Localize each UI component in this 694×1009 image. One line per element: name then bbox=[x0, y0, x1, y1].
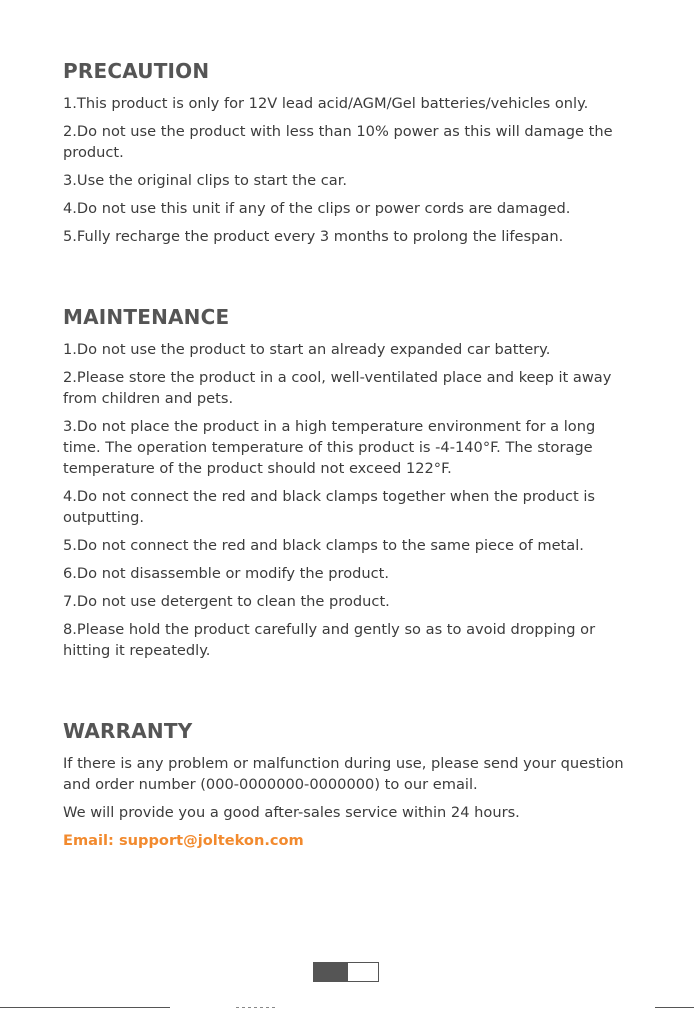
precaution-section bbox=[63, 59, 635, 254]
warranty-paragraph: We will provide you a good after-sales service within 24 hours. bbox=[63, 804, 520, 821]
maintenance-item: 7.Do not use detergent to clean the product. bbox=[63, 593, 390, 610]
bottom-rule-left bbox=[0, 1007, 170, 1008]
maintenance-item: 5.Do not connect the red and black clamps to the same piece of metal. bbox=[63, 537, 584, 554]
page-indicator-filled bbox=[314, 963, 348, 981]
precaution-heading: PRECAUTION bbox=[63, 59, 210, 83]
precaution-item: 4.Do not use this unit if any of the clips or power cords are damaged. bbox=[63, 200, 571, 217]
page-indicator bbox=[313, 962, 379, 982]
maintenance-item: 8.Please hold the product carefully and gently so as to avoid dropping or hitting it repeatedly. bbox=[63, 621, 596, 659]
maintenance-item: 3.Do not place the product in a high temperature environment for a long time. The operation temperature of this product is -4-140°F. The storage temperature of the product should not exceed 122°F. bbox=[63, 418, 596, 477]
maintenance-item: 6.Do not disassemble or modify the product. bbox=[63, 565, 390, 582]
bottom-rule-marks bbox=[236, 1007, 276, 1008]
precaution-list bbox=[63, 93, 635, 247]
page-indicator-empty bbox=[348, 963, 378, 981]
maintenance-list bbox=[63, 339, 635, 661]
precaution-item: 1.This product is only for 12V lead acid/AGM/Gel batteries/vehicles only. bbox=[63, 95, 589, 112]
warranty-paragraph: If there is any problem or malfunction during use, please send your question and order number (000-0000000-0000000) to our email. bbox=[63, 755, 624, 793]
maintenance-heading: MAINTENANCE bbox=[63, 305, 230, 329]
maintenance-section bbox=[63, 305, 635, 668]
maintenance-item: 1.Do not use the product to start an already expanded car battery. bbox=[63, 341, 551, 358]
precaution-item: 5.Fully recharge the product every 3 months to prolong the lifespan. bbox=[63, 228, 564, 245]
warranty-heading: WARRANTY bbox=[63, 719, 193, 743]
maintenance-item: 4.Do not connect the red and black clamps together when the product is outputting. bbox=[63, 488, 595, 526]
warranty-body bbox=[63, 753, 635, 851]
precaution-item: 2.Do not use the product with less than 10% power as this will damage the product. bbox=[63, 123, 613, 161]
precaution-item: 3.Use the original clips to start the car. bbox=[63, 172, 348, 189]
warranty-section bbox=[63, 719, 635, 851]
bottom-rule-right bbox=[655, 1007, 694, 1008]
maintenance-item: 2.Please store the product in a cool, well-ventilated place and keep it away from children and pets. bbox=[63, 369, 612, 407]
support-email[interactable]: Email: support@joltekon.com bbox=[63, 832, 304, 849]
